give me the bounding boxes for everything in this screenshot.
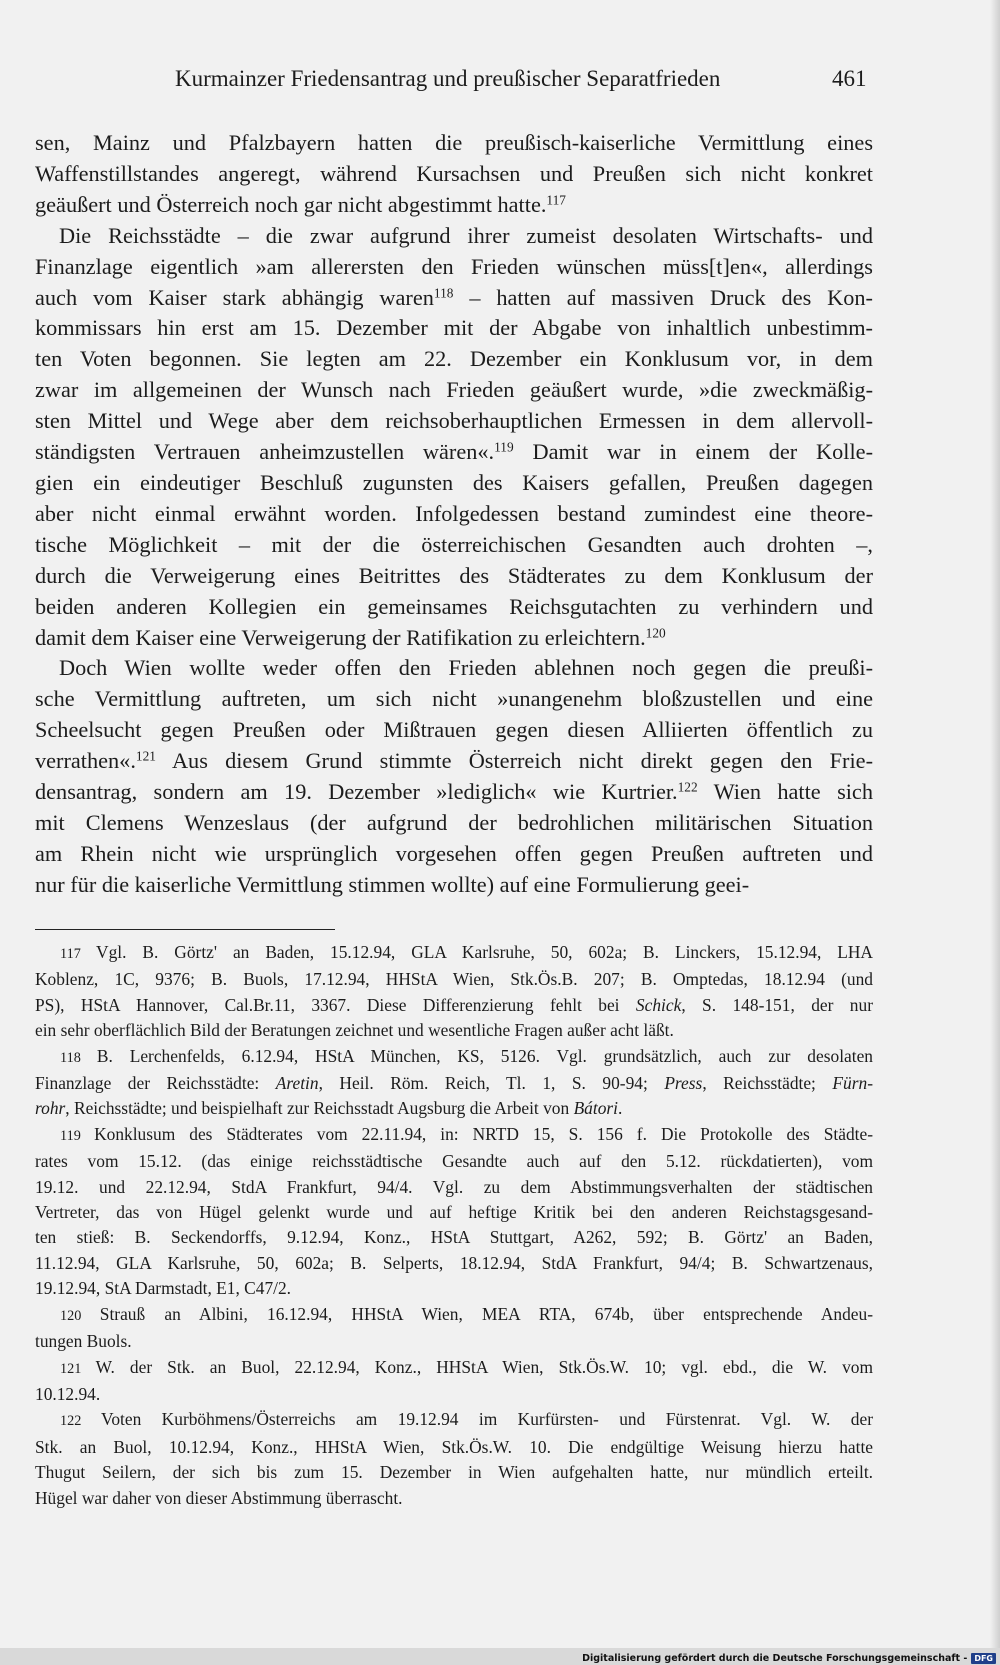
footnote-118 [35, 1044, 873, 1122]
italic-author: Press [664, 1073, 703, 1094]
text-line [35, 623, 873, 654]
text-line [35, 128, 873, 159]
text-run: Konklusum des Städterates vom 22.11.94, in: NRTD 15, S. 156 f. Die Protokolle des Städte- [94, 1123, 873, 1144]
footnote-line [35, 1175, 873, 1200]
italic-author: Bátori [573, 1098, 619, 1119]
text-run: , Heil. Röm. Reich, Tl. 1, S. 90-94; [318, 1073, 665, 1094]
text-run: 19.12. und 22.12.94, StdA Frankfurt, 94/4. Vgl. zu dem Abstimmungsverhalten der städtischen [35, 1176, 873, 1197]
text-run: nur für die kaiserliche Vermittlung stimmen wollte) auf eine Formulierung geei- [35, 871, 750, 897]
text-run: Doch Wien wollte weder offen den Frieden ablehnen noch gegen die preußi- [59, 655, 873, 681]
footnote-line [35, 1122, 873, 1149]
footnote-number: 117 [60, 946, 97, 962]
footnote-number: 122 [60, 1413, 102, 1430]
text-line [35, 468, 873, 499]
text-run: Hügel war daher von dieser Abstimmung überrascht. [35, 1487, 403, 1508]
text-run: ein sehr oberflächlich Bild der Beratungen zeichnet und wesentliche Fragen außer acht läßt. [35, 1020, 674, 1041]
text-run: Thugut Seilern, der sich bis zum 15. Dezember in Wien aufgehalten hatte, nur mündlich erteilt. [35, 1462, 873, 1483]
text-run: auch vom Kaiser stark abhängig waren [35, 284, 434, 310]
text-run: verrathen«. [35, 748, 136, 774]
text-line [35, 653, 873, 684]
digitization-footer [582, 1651, 996, 1665]
footnote-separator [35, 929, 335, 930]
footnote-line [35, 1355, 873, 1382]
text-run: tungen Buols. [35, 1331, 132, 1352]
footnote-117 [35, 940, 873, 1044]
footnote-line [35, 1044, 873, 1071]
footnote-reference: 122 [677, 779, 698, 795]
text-run: am Rhein nicht wie ursprünglich vorgesehen offen gegen Preußen auftreten und [35, 840, 873, 866]
footnote-reference: 118 [433, 285, 454, 301]
text-line [35, 530, 873, 561]
italic-author: rohr [35, 1098, 66, 1119]
text-run: densantrag, sondern am 19. Dezember »lediglich« wie Kurtrier. [35, 779, 678, 805]
text-line [35, 684, 873, 715]
text-line [35, 777, 873, 808]
digitization-credit: Digitalisierung gefördert durch die Deutsche Forschungsgemeinschaft - [582, 1652, 968, 1664]
text-line [35, 715, 873, 746]
text-line [35, 344, 873, 375]
text-run: Vgl. B. Görtz' an Baden, 15.12.94, GLA Karlsruhe, 50, 602a; B. Linckers, 15.12.94, LHA [96, 942, 873, 962]
footnote-line [35, 1407, 873, 1434]
body-paragraph [35, 653, 873, 900]
footnote-122 [35, 1407, 873, 1511]
text-run: Wien hatte sich [697, 779, 873, 805]
footnote-line [35, 993, 873, 1018]
text-run: B. Lerchenfelds, 6.12.94, HStA München, KS, 5126. Vgl. grundsätzlich, auch zur desolaten [96, 1045, 873, 1066]
text-run: rates vom 15.12. (das einige reichsstädtische Gesandte auch auf den 5.12. rückdatierten), vom [35, 1151, 873, 1172]
text-line [35, 159, 873, 190]
text-line [35, 221, 873, 252]
text-run: geäußert und Österreich noch gar nicht abgestimmt hatte. [35, 191, 547, 217]
text-line [35, 313, 873, 344]
text-run: durch die Verweigerung eines Beitrittes des Städterates zu dem Konklusum der [35, 562, 873, 588]
text-line [35, 808, 873, 839]
text-line [35, 561, 873, 592]
text-run: sche Vermittlung auftreten, um sich nicht »unangenehm bloßzustellen und eine [35, 686, 873, 712]
footnote-line [35, 1329, 873, 1354]
text-run: 11.12.94, GLA Karlsruhe, 50, 602a; B. Selperts, 18.12.94, StdA Frankfurt, 94/4; B. Schwartzenaus, [35, 1252, 873, 1273]
page-edge-shadow [990, 0, 1000, 1648]
text-run: , Reichsstädte; [702, 1073, 833, 1094]
text-run: aber nicht einmal erwähnt worden. Infolgedessen bestand zumindest eine theore- [35, 500, 873, 526]
text-run: beiden anderen Kollegien ein gemeinsames Reichsgutachten zu verhindern und [35, 593, 873, 619]
footnote-reference: 120 [645, 625, 666, 641]
text-run: sten Mittel und Wege aber dem reichsoberhauptlichen Ermessen in dem allervoll- [35, 408, 873, 434]
text-line [35, 283, 873, 314]
footnote-number: 120 [60, 1307, 100, 1324]
text-run: Damit war in einem der Kolle- [513, 439, 874, 465]
text-run: ständigsten Vertrauen anheimzustellen wären«. [35, 439, 495, 465]
footnote-reference: 121 [135, 748, 156, 764]
italic-author: Fürn- [832, 1073, 873, 1094]
text-line [35, 406, 873, 437]
text-line [35, 190, 873, 221]
text-run: Voten Kurböhmens/Österreichs am 19.12.94 im Kurfürsten- und Fürstenrat. Vgl. W. der [101, 1409, 874, 1430]
text-run: Finanzlage eigentlich »am allerersten den Frieden wünschen müss[t]en«, allerdings [35, 253, 873, 279]
dfg-logo: DFG [971, 1653, 996, 1664]
text-run: – hatten auf massiven Druck des Kon- [453, 284, 873, 310]
text-run: 10.12.94. [35, 1383, 101, 1404]
text-line [35, 437, 873, 468]
text-line [35, 746, 873, 777]
text-run: , Reichsstädte; und beispielhaft zur Reichsstadt Augsburg die Arbeit von [65, 1098, 574, 1119]
italic-author: Schick [635, 994, 682, 1015]
italic-author: Aretin [275, 1073, 319, 1094]
text-run: sen, Mainz und Pfalzbayern hatten die preußisch-kaiserliche Vermittlung eines [35, 130, 873, 155]
text-run: damit dem Kaiser eine Verweigerung der Ratifikation zu erleichtern. [35, 624, 646, 650]
footnote-number: 118 [60, 1049, 97, 1066]
text-run: mit Clemens Wenzeslaus (der aufgrund der bedrohlichen militärischen Situation [35, 809, 873, 835]
text-run: , S. 148-151, der nur [681, 994, 873, 1015]
text-run: Waffenstillstandes angeregt, während Kursachsen und Preußen sich nicht konkret [35, 160, 873, 186]
text-run: Die Reichsstädte – die zwar aufgrund ihrer zumeist desolaten Wirtschafts- und [59, 222, 873, 248]
body-paragraph [35, 128, 873, 221]
text-run: PS), HStA Hannover, Cal.Br.11, 3367. Diese Differenzierung fehlt bei [35, 994, 636, 1015]
footnote-120 [35, 1302, 873, 1355]
footnote-line [35, 1018, 873, 1043]
text-run: zwar im allgemeinen der Wunsch nach Frieden geäußert wurde, »die zweckmäßig- [35, 377, 873, 403]
footnote-119 [35, 1122, 873, 1302]
footnote-121 [35, 1355, 873, 1408]
footnote-line [35, 1302, 873, 1329]
text-run: W. der Stk. an Buol, 22.12.94, Konz., HHStA Wien, Stk.Ös.W. 10; vgl. ebd., die W. vom [95, 1356, 874, 1377]
running-head [0, 66, 1000, 98]
text-run: tische Möglichkeit – mit der die österreichischen Gesandten auch drohten –, [35, 531, 873, 557]
text-run: Aus diesem Grund stimmte Österreich nicht direkt gegen den Frie- [155, 748, 873, 774]
footnote-line [35, 1200, 873, 1225]
text-run: ten stieß: B. Seckendorffs, 9.12.94, Konz., HStA Stuttgart, A262, 592; B. Görtz' an Baden, [35, 1227, 873, 1248]
footnote-line [35, 1435, 873, 1460]
text-run: Koblenz, 1C, 9376; B. Buols, 17.12.94, HHStA Wien, Stk.Ös.B. 207; B. Omptedas, 18.12.94 (und [35, 969, 873, 990]
text-line [35, 499, 873, 530]
text-line [35, 592, 873, 623]
text-run: kommissars hin erst am 15. Dezember mit der Abgabe von inhaltlich unbestimm- [35, 315, 873, 341]
text-run: Vertreter, das von Hügel gelenkt wurde und auf heftige Kritik bei den anderen Reichstagsgesand- [35, 1202, 873, 1223]
text-run: 19.12.94, StA Darmstadt, E1, C47/2. [35, 1278, 292, 1299]
footnote-line [35, 1486, 873, 1511]
body-paragraph [35, 221, 873, 654]
running-title: Kurmainzer Friedensantrag und preußischer Separatfrieden [175, 66, 721, 91]
footnote-reference: 119 [494, 439, 514, 455]
footnote-line [35, 1225, 873, 1250]
text-line [35, 252, 873, 283]
footnotes [35, 940, 873, 1511]
text-line [35, 375, 873, 406]
footnote-reference: 117 [546, 192, 566, 208]
footnote-line [35, 1149, 873, 1174]
main-text [35, 128, 873, 901]
page-number: 461 [832, 66, 867, 91]
footnote-number: 121 [60, 1360, 96, 1377]
footnote-number: 119 [60, 1127, 95, 1144]
footnote-line [35, 940, 873, 967]
footnote-line [35, 967, 873, 992]
text-line [35, 839, 873, 870]
footnote-line [35, 1096, 873, 1121]
text-run: ten Voten begonnen. Sie legten am 22. Dezember ein Konklusum vor, in dem [35, 346, 873, 372]
text-run: Scheelsucht gegen Preußen oder Mißtrauen gegen diesen Alliierten öffentlich zu [35, 717, 873, 743]
text-run: Strauß an Albini, 16.12.94, HHStA Wien, MEA RTA, 674b, über entsprechende Andeu- [99, 1303, 874, 1324]
footnote-line [35, 1460, 873, 1485]
text-run: gien ein eindeutiger Beschluß zugunsten des Kaisers gefallen, Preußen dagegen [35, 469, 873, 495]
text-line [35, 870, 873, 901]
text-run: . [618, 1098, 623, 1119]
text-run: Finanzlage der Reichsstädte: [35, 1073, 276, 1094]
text-run: Stk. an Buol, 10.12.94, Konz., HHStA Wien, Stk.Ös.W. 10. Die endgültige Weisung hierzu hatte [35, 1436, 873, 1457]
footnote-line [35, 1276, 873, 1301]
footnote-line [35, 1382, 873, 1407]
footnote-line [35, 1251, 873, 1276]
footnote-line [35, 1071, 873, 1096]
